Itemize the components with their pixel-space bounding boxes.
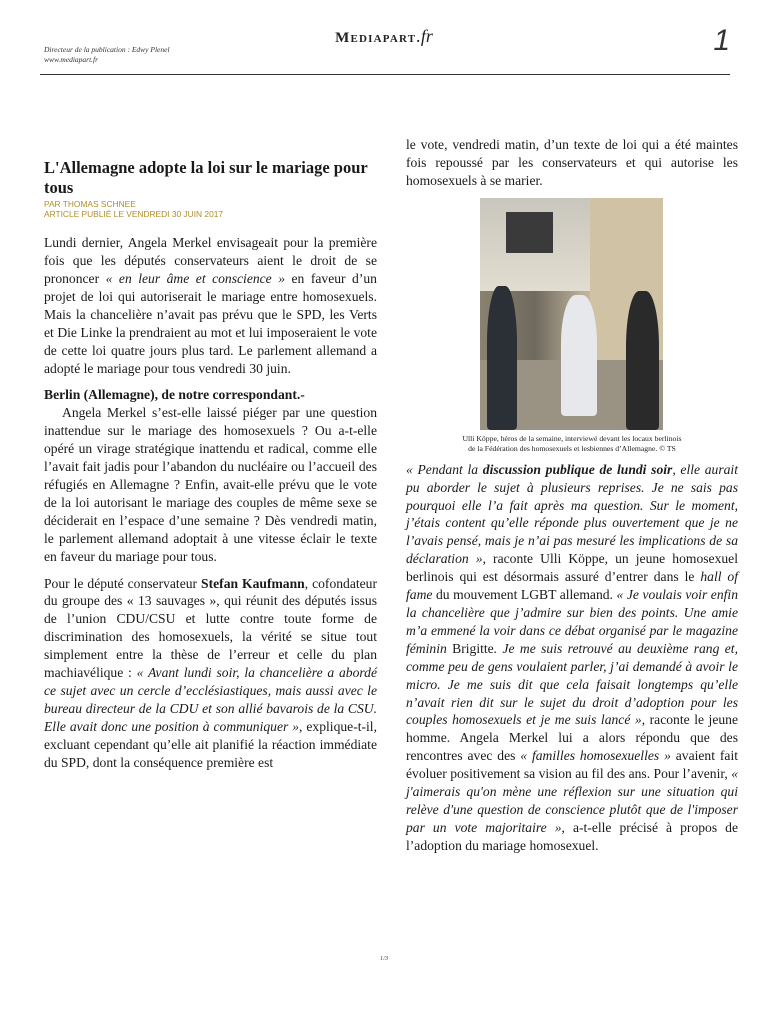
paragraph-1: Angela Merkel s’est-elle laissé piéger par une question inattendue sur le mariage des homosexuels ? Ou a-t-elle opéré un virage stratégique inattendu et radical, comme elle l’avait fait jadis pour l’abandon du nucléaire ou l’accueil des réfugiés en Allemagne ? Enfin, avait-elle prévu que le vote de la loi autorisant le mariage des couples de même sexe se déciderait en l’espace d’une semaine ? Dès vendredi matin, le parlement allemand adoptait à une vitesse éclair le texte en faveur du mariage pour tous. bbox=[44, 405, 377, 564]
quote: « Je voulais voir enfin la chancelière que j’admire sur bien des points. Une amie m’a emmené la voir dans ce débat organisé par le magazine féminin bbox=[406, 587, 738, 656]
para-text: avaient fait évoluer positivement sa vision au fil des ans. Pour l’avenir, bbox=[406, 748, 739, 782]
quote: , elle aurait pu aborder le sujet à plusieurs reprises. Je ne sais pas pourquoi elle l’a fait après ma question. Sur le moment, j’étais content qu’elle réponde plus ouvertement que je ne l’avais pensé, mais je n’ai pas mesuré les implications de sa déclaration » bbox=[406, 461, 738, 567]
brand-logo bbox=[0, 26, 768, 47]
page-indicator: 1/3 bbox=[379, 955, 389, 962]
header-meta bbox=[44, 45, 170, 65]
chapo-quote: « en leur âme et conscience » bbox=[105, 271, 286, 286]
paragraph-3 bbox=[406, 461, 738, 855]
chapo bbox=[44, 234, 377, 377]
chapo-text: en faveur d’un projet de loi qui autoriserait le mariage entre homosexuels. Mais la chancelière n’avait pas prévu que le SPD, les Verts et Die Linke la prendraient au mot et lui imposeraient le vote de cette loi quatre jours plus tard. Le parlement allemand a adopté le mariage pour tous vendredi 30 juin. bbox=[44, 271, 377, 376]
quote: . Je me suis retrouvé au deuxième rang et, comme peu de gens voulaient parler, j’ai demandé à avoir le micro. Je me suis dit que cela faisait longtemps qu’elle n’avait rien dit sur le sujet du droit d’adoption pour les couples homosexuels et je me suis lancé » bbox=[406, 640, 738, 728]
para-text: , explique-t-il, excluant cependant qu’elle ait planifié la réaction immédiate du SPD, dont la conséquence première est bbox=[44, 718, 377, 770]
byline bbox=[44, 200, 377, 219]
magazine-name: Brigitte bbox=[452, 640, 494, 656]
article-title: L'Allemagne adopte la loi sur le mariage pour tous bbox=[44, 158, 368, 197]
para-text: , raconte Ulli Köppe, un jeune homosexuel berlinois qui est désormais assuré d’entrer dans le bbox=[406, 551, 738, 585]
website-url: www.mediapart.fr bbox=[44, 55, 99, 64]
emphasis: hall of fame bbox=[406, 569, 738, 603]
quote: « j'aimerais qu'on mène une réflexion sur une situation qui relève d'une question de conscience plutôt que de l'imposer par un vote majoritaire » bbox=[406, 766, 738, 835]
camera-light-icon bbox=[506, 212, 554, 254]
dateline-text: Berlin (Allemagne), de notre correspondant.- bbox=[44, 387, 305, 403]
article-photo bbox=[480, 198, 663, 430]
right-column bbox=[406, 136, 738, 855]
quote: « Pendant la bbox=[406, 461, 483, 477]
right-intro: le vote, vendredi matin, d’un texte de loi qui a été maintes fois repoussé par les conservateurs et qui autorise les homosexuels à se marier. bbox=[406, 137, 738, 188]
para-text: du mouvement LGBT allemand. bbox=[432, 587, 617, 603]
dateline bbox=[44, 386, 377, 404]
chapo-text: Lundi dernier, Angela Merkel envisageait pour la première fois que les députés conservateurs aient le droit de se prononcer bbox=[44, 235, 377, 286]
quote: « familles homosexuelles » bbox=[520, 748, 671, 764]
para-text: , raconte le jeune homme. Angela Merkel lui a alors répondu que des rencontres avec des bbox=[406, 712, 738, 764]
photo-person bbox=[561, 295, 598, 416]
brand-suffix: .fr bbox=[416, 26, 433, 46]
left-column bbox=[44, 158, 377, 771]
para-text: Pour le député conservateur bbox=[44, 575, 202, 591]
person-name: Stefan Kaufmann bbox=[201, 575, 305, 591]
page-number: 1 bbox=[713, 24, 730, 57]
header-divider bbox=[40, 74, 730, 75]
link-text[interactable]: discussion publique de lundi soir bbox=[482, 461, 673, 477]
quote: « Avant lundi soir, la chancelière a abordé ce sujet avec un cercle d’ecclésiastiques, mais aussi avec le bureau directeur de la CDU et son allié bavarois de la CSU. Elle avait donc une position à communiquer » bbox=[44, 665, 377, 734]
caption-line: de la Fédération des homosexuels et lesbiennes d’Allemagne. © TS bbox=[468, 444, 676, 454]
para-text: , cofondateur du groupe des « 13 sauvages », qui réunit des députés issus de l’union CDU/CSU et lutte contre toute forme de discrimination des homosexuels, la vérité se situe tout simplement entre la thèse de l’erreur et celle du plan machiavélique : bbox=[44, 575, 377, 681]
para-text: , a-t-elle précisé à propos de l’adoption du mariage homosexuel. bbox=[406, 819, 738, 853]
caption-line: Ulli Köppe, héros de la semaine, interviewé devant les locaux berlinois bbox=[462, 433, 682, 443]
publish-date: ARTICLE PUBLIÉ LE VENDREDI 30 JUIN 2017 bbox=[44, 208, 224, 219]
photo-caption bbox=[406, 434, 738, 455]
author: PAR THOMAS SCHNEE bbox=[44, 199, 136, 209]
brand-main: Mediapart bbox=[335, 30, 417, 46]
paragraph-2 bbox=[44, 575, 377, 772]
publication-director: Directeur de la publication : Edwy Plenel bbox=[44, 45, 170, 54]
photo-person bbox=[487, 286, 516, 430]
photo-person bbox=[626, 291, 659, 430]
